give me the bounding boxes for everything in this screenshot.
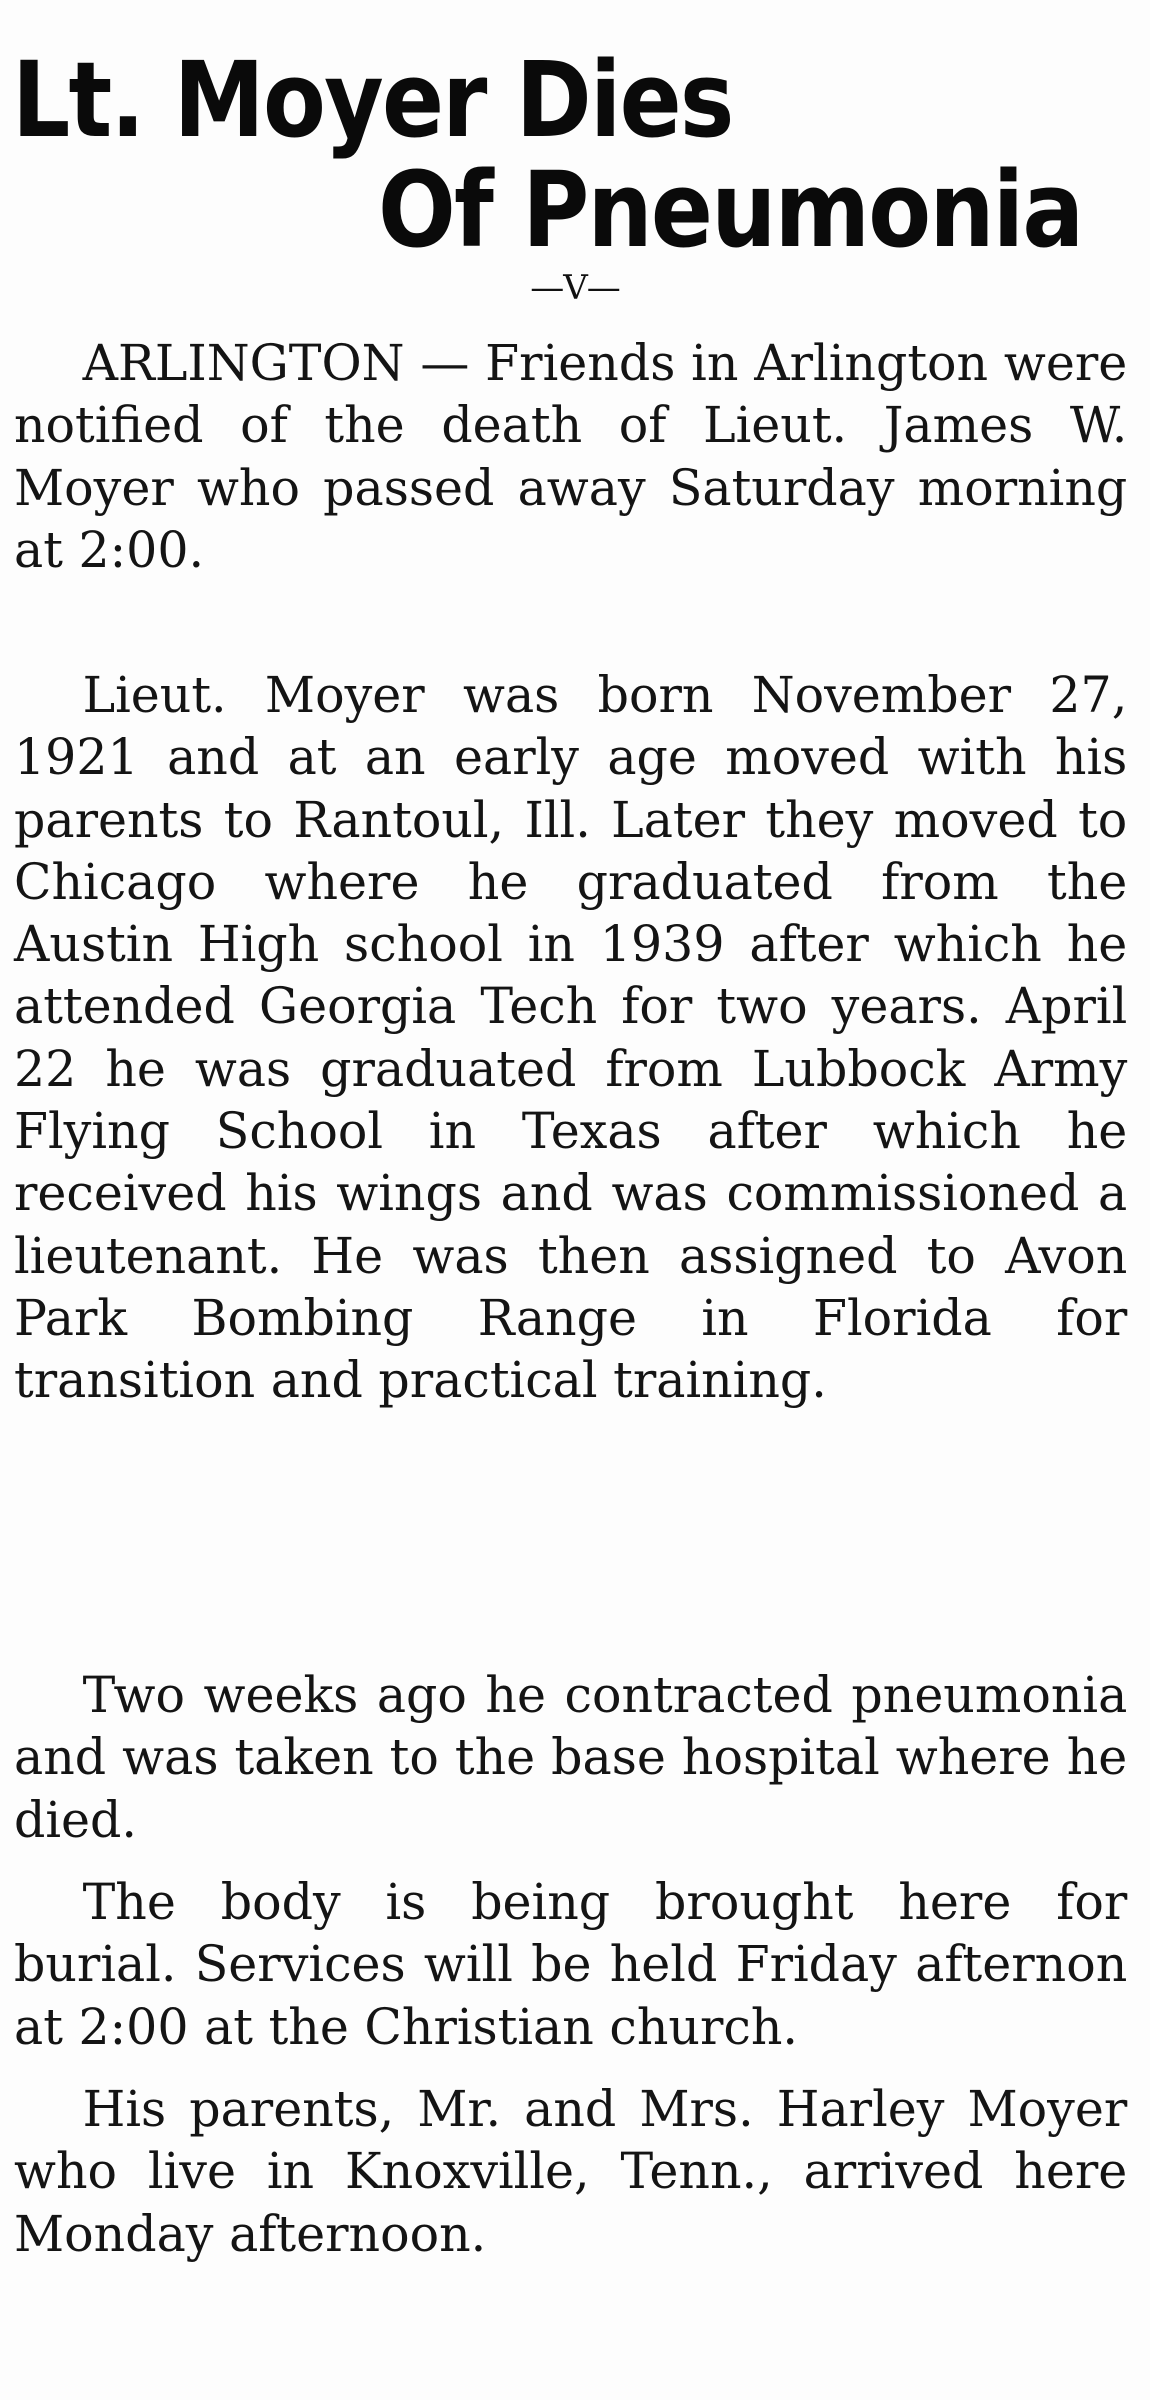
headline-line-2: Of Pneumonia <box>378 149 1083 271</box>
article-paragraph-services: The body is being brought here for burial. Services will be held Friday afternon at 2:00 at the Christian church. <box>14 1873 1128 2056</box>
article-paragraph-dateline: ARLINGTON — Friends in Arlington were notified of the death of Lieut. James W. Moyer who passed away Saturday morning at 2:00. <box>14 334 1128 579</box>
separator-mark: —V— <box>530 268 620 308</box>
article-paragraph-biography: Lieut. Moyer was born November 27, 1921 and at an early age moved with his parents to Rantoul, Ill. Later they moved to Chicago where he graduated from the Austin High school in 1939 after which he attended Georgia Tech for two years. April 22 he was graduated from Lubbock Army Flying School in Texas after which he received his wings and was commissioned a lieutenant. He was then assigned to Avon Park Bombing Range in Florida for transition and practical training. <box>14 666 1128 1410</box>
article-paragraph-parents: His parents, Mr. and Mrs. Harley Moyer who live in Knoxville, Tenn., arrived here Monday afternoon. <box>14 2080 1128 2263</box>
article-paragraph-illness: Two weeks ago he contracted pneumonia and was taken to the base hospital where he died. <box>14 1666 1128 1849</box>
headline-line-1: Lt. Moyer Dies <box>12 39 733 161</box>
